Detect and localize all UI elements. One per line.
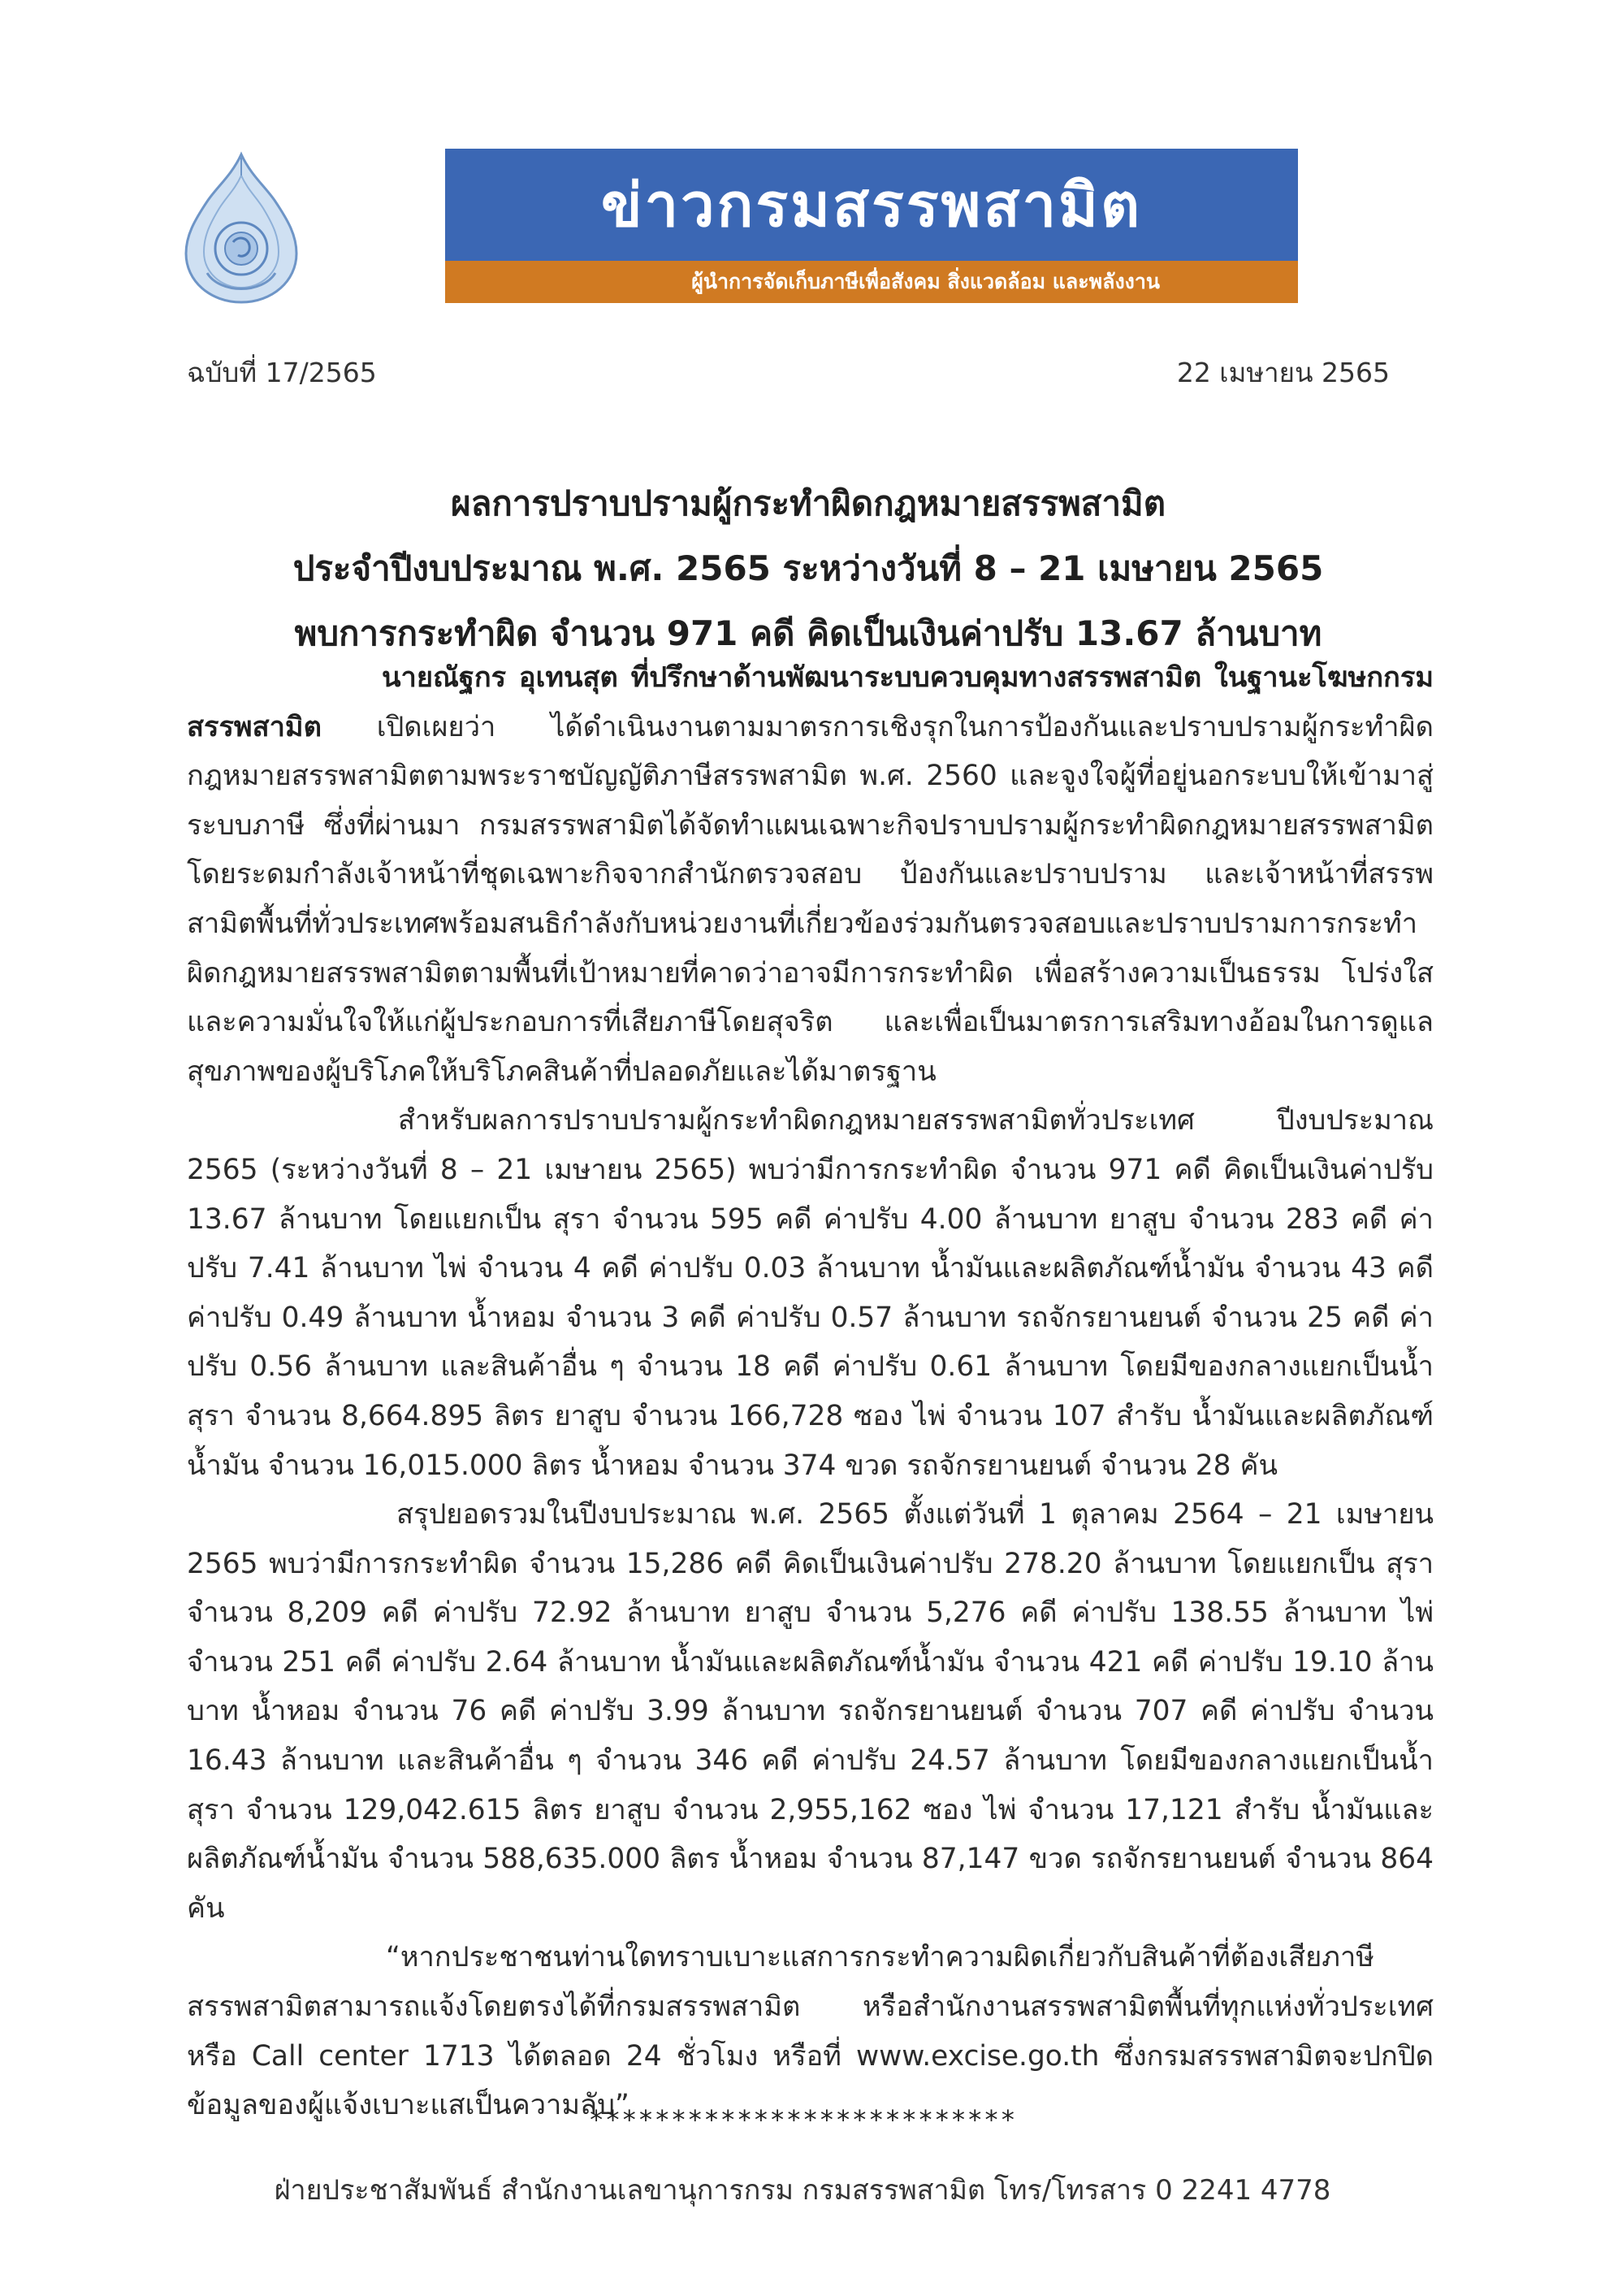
paragraph-3: สรุปยอดรวมในปีงบประมาณ พ.ศ. 2565 ตั้งแต่วันที่ 1 ตุลาคม 2564 – 21 เมษายน 2565 พบว่ามีการกระทำผิด จำนวน 15,286 คดี คิดเป็นเงินค่าปรับ 278.20 ล้านบาท โดยแยกเป็น สุรา จำนวน 8,209 คดี ค่าปรับ 72.92 ล้านบาท ยาสูบ จำนวน 5,276 คดี ค่าปรับ 138.55 ล้านบาท ไพ่ จำนวน 251 คดี ค่าปรับ 2.64 ล้านบาท น้ำมันและผลิตภัณฑ์น้ำมัน จำนวน 421 คดี ค่าปรับ 19.10 ล้านบาท น้ำหอม จำนวน 76 คดี ค่าปรับ 3.99 ล้านบาท รถจักรยานยนต์ จำนวน 707 คดี ค่าปรับ จำนวน 16.43 ล้านบาท และสินค้าอื่น ๆ จำนวน 346 คดี ค่าปรับ 24.57 ล้านบาท โดยมีของกลางแยกเป็นน้ำสุรา จำนวน 129,042.615 ลิตร ยาสูบ จำนวน 2,955,162 ซอง ไพ่ จำนวน 17,121 สำรับ น้ำมันและผลิตภัณฑ์น้ำมัน จำนวน 588,635.000 ลิตร น้ำหอม จำนวน 87,147 ขวด รถจักรยานยนต์ จำนวน 864 คัน — [187, 1498, 1434, 1925]
paragraph-1-text: เปิดเผยว่า ได้ดำเนินงานตามมาตรการเชิงรุกในการป้องกันและปราบปรามผู้กระทำผิดกฎหมายสรรพสามิตตามพระราชบัญญัติภาษีสรรพสามิต พ.ศ. 2560 และจูงใจผู้ที่อยู่นอกระบบให้เข้ามาสู่ระบบภาษี ซึ่งที่ผ่านมา กรมสรรพสามิตได้จัดทำแผนเฉพาะกิจปราบปรามผู้กระทำผิดกฎหมายสรรพสามิตโดยระดมกำลังเจ้าหน้าที่ชุดเฉพาะกิจจากสำนักตรวจสอบ ป้องกันและปราบปราม และเจ้าหน้าที่สรรพสามิตพื้นที่ทั่วประเทศพร้อมสนธิกำลังกับหน่วยงานที่เกี่ยวข้องร่วมกันตรวจสอบและปราบปรามการกระทำผิดกฎหมายสรรพสามิตตามพื้นที่เป้าหมายที่คาดว่าอาจมีการกระทำผิด เพื่อสร้างความเป็นธรรม โปร่งใส และความมั่นใจให้แก่ผู้ประกอบการที่เสียภาษีโดยสุจริต และเพื่อเป็นมาตรการเสริมทางอ้อมในการดูแลสุขภาพของผู้บริโภคให้บริโภคสินค้าที่ปลอดภัยและได้มาตรฐาน — [187, 710, 1434, 1088]
headline-line-2: ประจำปีงบประมาณ พ.ศ. 2565 ระหว่างวันที่ 8 – 21 เมษายน 2565 — [292, 548, 1324, 588]
paragraph-2: สำหรับผลการปราบปรามผู้กระทำผิดกฎหมายสรรพสามิตทั่วประเทศ ปีงบประมาณ 2565 (ระหว่างวันที่ 8 – 21 เมษายน 2565) พบว่ามีการกระทำผิด จำนวน 971 คดี คิดเป็นเงินค่าปรับ 13.67 ล้านบาท โดยแยกเป็น สุรา จำนวน 595 คดี ค่าปรับ 4.00 ล้านบาท ยาสูบ จำนวน 283 คดี ค่าปรับ 7.41 ล้านบาท ไพ่ จำนวน 4 คดี ค่าปรับ 0.03 ล้านบาท น้ำมันและผลิตภัณฑ์น้ำมัน จำนวน 43 คดี ค่าปรับ 0.49 ล้านบาท น้ำหอม จำนวน 3 คดี ค่าปรับ 0.57 ล้านบาท รถจักรยานยนต์ จำนวน 25 คดี ค่าปรับ 0.56 ล้านบาท และสินค้าอื่น ๆ จำนวน 18 คดี ค่าปรับ 0.61 ล้านบาท โดยมีของกลางแยกเป็นน้ำสุรา จำนวน 8,664.895 ลิตร ยาสูบ จำนวน 166,728 ซอง ไพ่ จำนวน 107 สำรับ น้ำมันและผลิตภัณฑ์น้ำมัน จำนวน 16,015.000 ลิตร น้ำหอม จำนวน 374 ขวด รถจักรยานยนต์ จำนวน 28 คัน — [187, 1104, 1434, 1482]
paragraph-4: “หากประชาชนท่านใดทราบเบาะแสการกระทำความผิดเกี่ยวกับสินค้าที่ต้องเสียภาษีสรรพสามิตสามารถแจ้งโดยตรงได้ที่กรมสรรพสามิต หรือสำนักงานสรรพสามิตพื้นที่ทุกแห่งทั่วประเทศ หรือ Call center 1713 ได้ตลอด 24 ชั่วโมง หรือที่ www.excise.go.th ซึ่งกรมสรรพสามิตจะปกปิดข้อมูลของผู้แจ้งเบาะแสเป็นความลับ” — [187, 1941, 1434, 2122]
headline — [187, 471, 1430, 666]
banner-tagline: ผู้นำการจัดเก็บภาษีเพื่อสังคม สิ่งแวดล้อม และพลังงาน — [445, 261, 1298, 303]
news-banner — [445, 149, 1298, 303]
spokesperson-name: นายณัฐกร อุเทนสุต ที่ปรึกษาด้านพัฒนาระบบควบคุมทางสรรพสามิต ในฐานะโฆษกกรมสรรพสามิต — [187, 661, 1434, 743]
issue-number: ฉบับที่ 17/2565 — [187, 357, 377, 388]
article-body — [187, 653, 1434, 2130]
footer-contact: ฝ่ายประชาสัมพันธ์ สำนักงานเลขานุการกรม กรมสรรพสามิต โทร/โทรสาร 0 2241 4778 — [274, 2174, 1331, 2207]
issue-date: 22 เมษายน 2565 — [1176, 357, 1390, 388]
separator: ************************** — [588, 2104, 1017, 2135]
headline-line-1: ผลการปราบปรามผู้กระทำผิดกฎหมายสรรพสามิต — [451, 483, 1166, 523]
headline-line-3: พบการกระทำผิด จำนวน 971 คดี คิดเป็นเงินค่าปรับ 13.67 ล้านบาท — [294, 613, 1322, 653]
excise-department-emblem-icon — [175, 151, 309, 305]
paragraph-1 — [187, 653, 1434, 1096]
banner-title: ข่าวกรมสรรพสามิต — [445, 149, 1298, 261]
